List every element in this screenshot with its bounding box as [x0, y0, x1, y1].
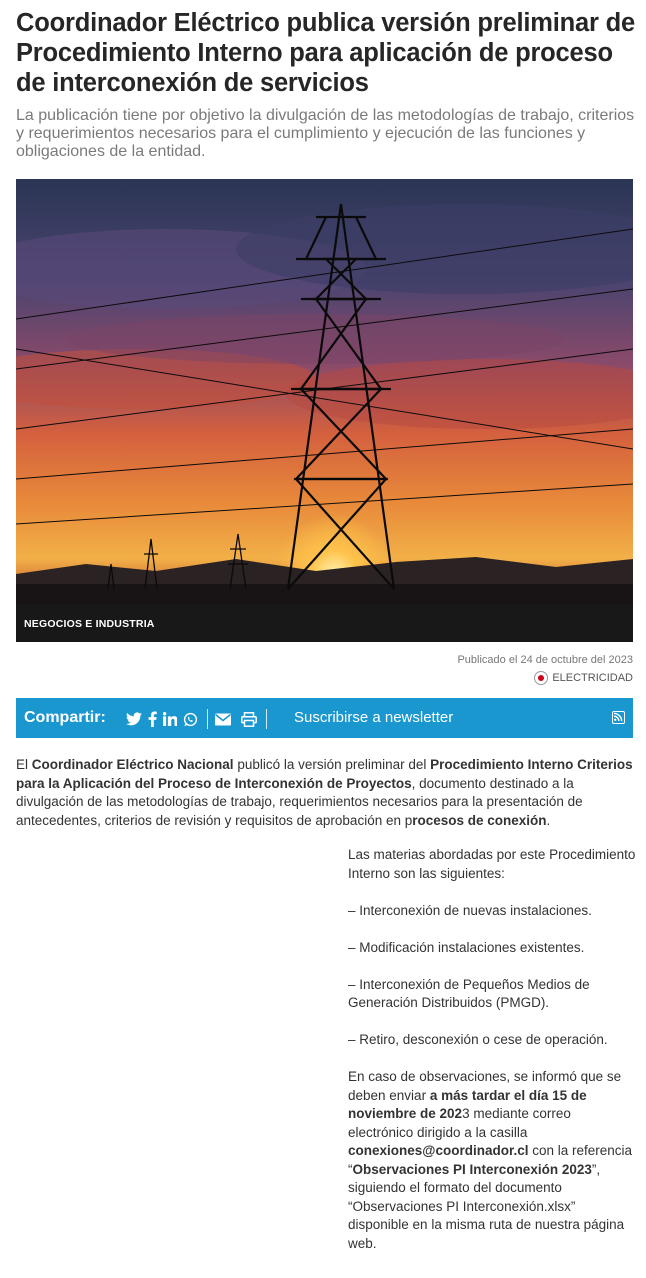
article-column: [348, 846, 638, 1253]
text-run: 3 mediante correo electrónico dirigido a la casilla: [348, 1106, 571, 1140]
text-run: publicó la versión preliminar del: [233, 757, 431, 772]
share-icons: [126, 709, 274, 729]
observations-paragraph: [348, 1068, 638, 1253]
topics-intro: Las materias abordadas por este Procedimiento Interno son las siguientes:: [348, 847, 636, 881]
article-title: Coordinador Eléctrico publica versión preliminar de Procedimiento Interno para aplicación de proceso de interconexión de servicios: [16, 9, 635, 97]
image-category-label: NEGOCIOS E INDUSTRIA: [24, 618, 155, 630]
category-dot-icon: [534, 671, 548, 685]
publish-date: Publicado el 24 de octubre del 2023: [457, 654, 633, 666]
text-run: ”, siguiendo el formato del documento “Observaciones PI Interconexión.xlsx” disponible en la misma ruta de nuestra página web.: [348, 1161, 625, 1251]
share-bar: [16, 698, 633, 738]
twitter-icon[interactable]: [126, 710, 142, 728]
topic-item: – Interconexión de Pequeños Medios de Generación Distribuidos (PMGD).: [348, 976, 590, 1010]
sunset-power-tower-photo: [16, 179, 633, 642]
text-bold: Procedimiento Interno Criterios para la Aplicación del Proceso de Interconexión de Proyectos: [16, 757, 633, 791]
topic-item: – Modificación instalaciones existentes.: [348, 939, 585, 955]
article-paragraph: [16, 756, 636, 830]
text-run: con la referencia “: [348, 1143, 633, 1177]
text-run: .: [546, 812, 551, 828]
share-divider: [266, 709, 267, 729]
text-run: En caso de observaciones, se informó que se deben enviar: [348, 1069, 622, 1103]
rss-icon[interactable]: [612, 711, 625, 724]
topic-item: – Retiro, desconexión o cese de operación.: [348, 1032, 608, 1047]
email-link[interactable]: conexiones@coordinador.cl: [348, 1143, 529, 1158]
topic-item: – Interconexión de nuevas instalaciones.: [348, 902, 592, 918]
text-run: , documento destinado a la divulgación de las metodologías de trabajo, requerimientos necesarios para la presentación de antecedentes, criterios de revisión y requisitos de aprobación en p: [16, 775, 583, 828]
newsletter-link[interactable]: Suscribirse a newsletter: [294, 709, 454, 726]
print-icon[interactable]: [241, 710, 257, 728]
whatsapp-icon[interactable]: [183, 710, 198, 728]
text-bold: a más tardar el día 15 de noviembre de 202: [348, 1087, 587, 1121]
text-bold: Coordinador Eléctrico Nacional: [31, 757, 234, 772]
linkedin-icon[interactable]: [163, 710, 177, 728]
share-divider: [207, 709, 208, 729]
text-run: El: [16, 757, 32, 772]
article-subtitle: La publicación tiene por objetivo la divulgación de las metodologías de trabajo, criterios y requerimientos necesarios para el cumplimiento y ejecución de las funciones y obligaciones de la entidad.: [16, 107, 635, 160]
email-icon[interactable]: [215, 710, 231, 728]
category-tag-label[interactable]: ELECTRICIDAD: [552, 672, 633, 684]
facebook-icon[interactable]: [148, 710, 157, 728]
text-bold: Observaciones PI Interconexión 2023: [352, 1161, 592, 1177]
hero-image: [16, 179, 633, 642]
category-tag[interactable]: [534, 671, 633, 685]
share-label: Compartir:: [24, 709, 106, 726]
image-category-bar: [16, 604, 633, 642]
text-bold: rocesos de conexión: [412, 812, 547, 828]
